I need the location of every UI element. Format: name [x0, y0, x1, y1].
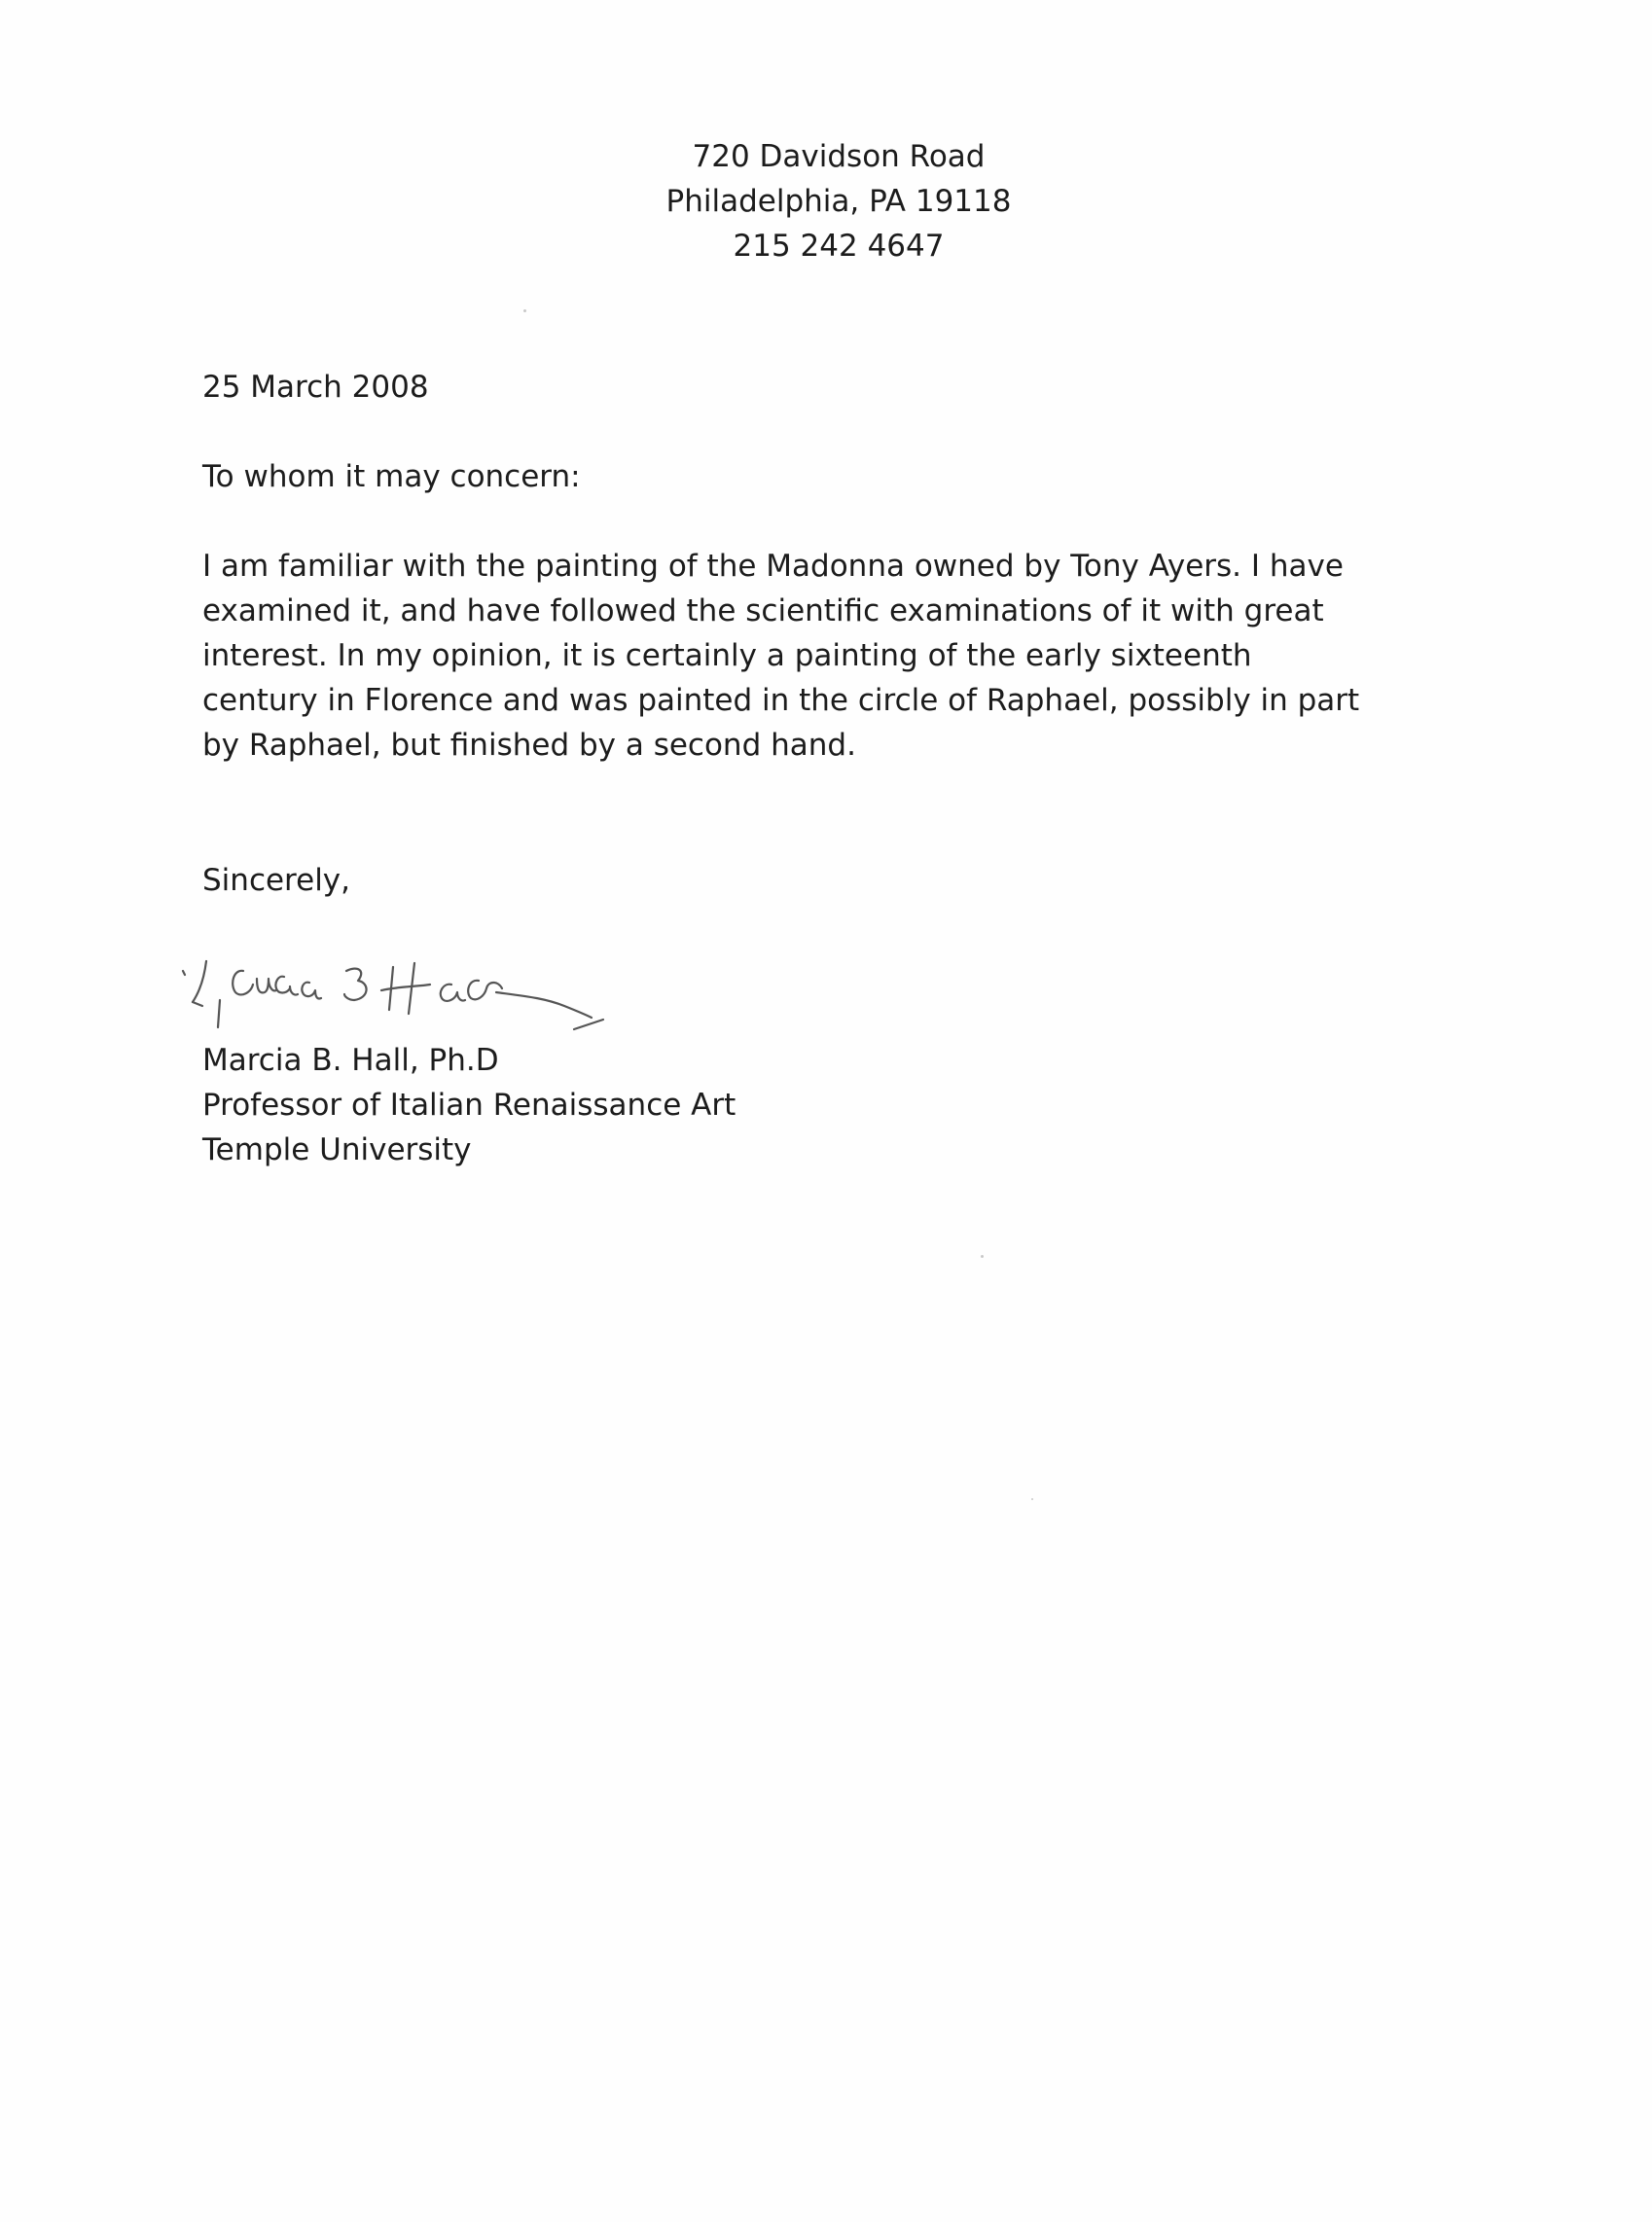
address-phone: 215 242 4647	[733, 229, 945, 264]
address-street: 720 Davidson Road	[692, 139, 986, 174]
salutation: To whom it may concern:	[202, 459, 581, 494]
paper-speck	[1031, 1498, 1033, 1500]
body-line: century in Florence and was painted in the circle of Raphael, possibly in part	[202, 683, 1360, 718]
closing: Sincerely,	[202, 863, 351, 898]
body-line: interest. In my opinion, it is certainly a painting of the early sixteenth	[202, 638, 1252, 673]
paper-speck	[523, 309, 526, 312]
body-line: I am familiar with the painting of the Madonna owned by Tony Ayers. I have	[202, 549, 1344, 584]
signer-title: Professor of Italian Renaissance Art	[202, 1088, 736, 1123]
signer-institution: Temple University	[202, 1132, 472, 1167]
paper-speck	[981, 1255, 984, 1258]
letter-body	[202, 544, 1359, 768]
body-line: by Raphael, but finished by a second hand.	[202, 728, 856, 763]
signer-name: Marcia B. Hall, Ph.D	[202, 1043, 499, 1078]
letter-date: 25 March 2008	[202, 370, 429, 405]
letterhead-address	[0, 134, 1652, 269]
signer-block	[202, 1038, 736, 1172]
handwritten-signature	[175, 942, 642, 1049]
body-line: examined it, and have followed the scientific examinations of it with great	[202, 593, 1324, 628]
address-city: Philadelphia, PA 19118	[665, 184, 1012, 219]
